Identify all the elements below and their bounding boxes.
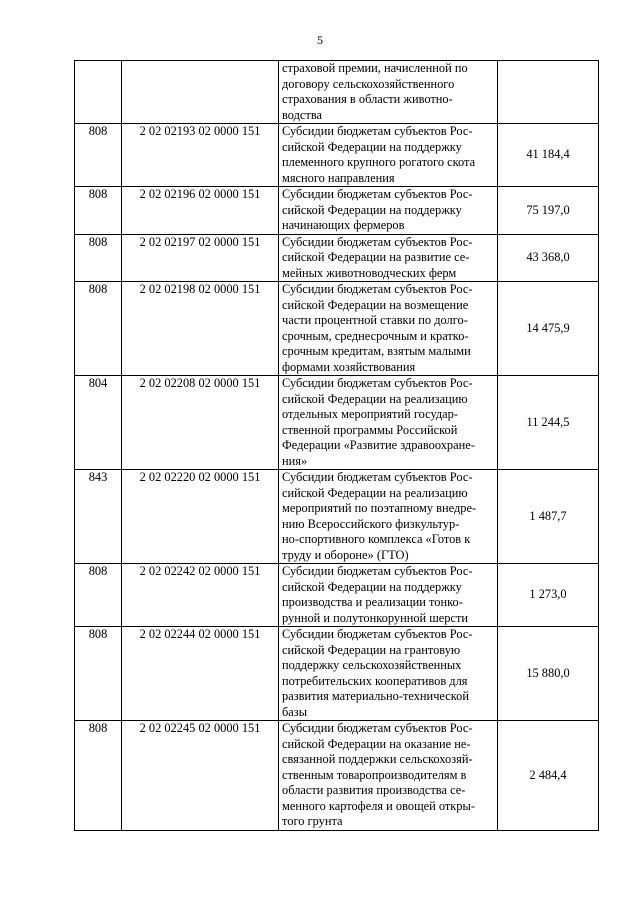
name-line: Субсидии бюджетам субъектов Рос- <box>282 234 473 249</box>
budget-code-cell: 2 02 02208 02 0000 151 <box>122 376 279 470</box>
budget-code-cell: 2 02 02196 02 0000 151 <box>122 187 279 235</box>
revenue-name-cell <box>279 470 498 564</box>
revenue-name-cell <box>279 124 498 187</box>
amount-cell: 2 484,4 <box>498 721 599 831</box>
revenue-name-cell <box>279 564 498 627</box>
revenue-name-cell <box>279 234 498 282</box>
name-line: сийской Федерации на возмещение <box>282 297 469 312</box>
budget-code-cell: 2 02 02197 02 0000 151 <box>122 234 279 282</box>
name-line: Федерации «Развитие здравоохране- <box>282 438 475 452</box>
name-line: Субсидии бюджетам субъектов Рос- <box>282 470 473 484</box>
name-line: племенного крупного рогатого скота <box>282 155 476 169</box>
admin-code-cell: 808 <box>75 234 122 282</box>
admin-code-cell: 808 <box>75 627 122 721</box>
name-line: части процентной ставки по долго- <box>282 313 468 327</box>
revenue-table <box>74 60 599 831</box>
amount-cell: 11 244,5 <box>498 376 599 470</box>
name-line: мясного направления <box>282 170 395 185</box>
name-line: ственным товаропроизводителям в <box>282 767 467 782</box>
admin-code-cell: 808 <box>75 564 122 627</box>
name-line: поддержку сельскохозяйственных <box>282 658 462 672</box>
revenue-name-cell <box>279 187 498 235</box>
revenue-name-cell <box>279 282 498 376</box>
name-line: сийской Федерации на развитие се- <box>282 250 470 264</box>
amount-cell <box>498 61 599 124</box>
name-line: развития материально-технической <box>282 689 469 703</box>
amount-cell: 75 197,0 <box>498 187 599 235</box>
budget-code-cell: 2 02 02220 02 0000 151 <box>122 470 279 564</box>
table-row <box>75 564 599 627</box>
table-row <box>75 187 599 235</box>
budget-code-cell: 2 02 02242 02 0000 151 <box>122 564 279 627</box>
revenue-name-cell <box>279 376 498 470</box>
name-line: отдельных мероприятий государ- <box>282 407 458 421</box>
amount-cell: 1 487,7 <box>498 470 599 564</box>
table-row <box>75 470 599 564</box>
admin-code-cell: 808 <box>75 187 122 235</box>
name-line: Субсидии бюджетам субъектов Рос- <box>282 564 473 578</box>
revenue-name-cell <box>279 61 498 124</box>
name-line: сийской Федерации на реализацию <box>282 391 468 406</box>
name-line: нию Всероссийского физкультур- <box>282 516 460 531</box>
name-line: Субсидии бюджетам субъектов Рос- <box>282 721 473 735</box>
revenue-name-cell <box>279 627 498 721</box>
budget-code-cell: 2 02 02244 02 0000 151 <box>122 627 279 721</box>
table-row <box>75 124 599 187</box>
amount-cell: 15 880,0 <box>498 627 599 721</box>
name-line: но-спортивного комплекса «Готов к <box>282 532 471 546</box>
name-line: труду и обороне» (ГТО) <box>282 547 409 562</box>
table-row <box>75 61 599 124</box>
budget-code-cell: 2 02 02245 02 0000 151 <box>122 721 279 831</box>
table-row <box>75 282 599 376</box>
name-line: рунной и полутонкорунной шерсти <box>282 610 469 625</box>
name-line: формами хозяйствования <box>282 359 416 374</box>
admin-code-cell: 808 <box>75 282 122 376</box>
name-line: сийской Федерации на реализацию <box>282 485 468 500</box>
name-line: мейных животноводческих ферм <box>282 265 457 280</box>
name-line: Субсидии бюджетам субъектов Рос- <box>282 627 473 641</box>
amount-cell: 41 184,4 <box>498 124 599 187</box>
admin-code-cell: 808 <box>75 124 122 187</box>
page-number: 5 <box>317 33 323 47</box>
name-line: менного картофеля и овощей откры- <box>282 798 475 813</box>
name-line: производства и реализации тонко- <box>282 595 463 609</box>
name-line: договору сельскохозяйственного <box>282 76 455 91</box>
amount-cell: 1 273,0 <box>498 564 599 627</box>
name-line: Субсидии бюджетам субъектов Рос- <box>282 124 473 138</box>
admin-code-cell: 808 <box>75 721 122 831</box>
name-line: страхования в области животно- <box>282 92 453 106</box>
name-line: мероприятий по поэтапному внедре- <box>282 501 477 515</box>
revenue-name-cell <box>279 721 498 831</box>
admin-code-cell: 804 <box>75 376 122 470</box>
admin-code-cell <box>75 61 122 124</box>
table-body <box>75 61 599 831</box>
name-line: страховой премии, начисленной по <box>282 61 468 75</box>
name-line: Субсидии бюджетам субъектов Рос- <box>282 187 473 201</box>
name-line: сийской Федерации на поддержку <box>282 139 462 154</box>
name-line: связанной поддержки сельскохозяй- <box>282 752 473 766</box>
name-line: сийской Федерации на грантовую <box>282 642 461 657</box>
table-row <box>75 376 599 470</box>
name-line: водства <box>282 107 323 122</box>
name-line: базы <box>282 704 308 719</box>
name-line: ственной программы Российской <box>282 422 458 437</box>
name-line: того грунта <box>282 814 343 828</box>
name-line: сийской Федерации на поддержку <box>282 202 462 217</box>
name-line: Субсидии бюджетам субъектов Рос- <box>282 282 473 296</box>
name-line: области развития производства се- <box>282 783 466 797</box>
name-line: сийской Федерации на поддержку <box>282 579 462 594</box>
name-line: начинающих фермеров <box>282 218 405 232</box>
name-line: ния» <box>282 453 308 468</box>
amount-cell: 43 368,0 <box>498 234 599 282</box>
table-row <box>75 234 599 282</box>
name-line: потребительских кооперативов для <box>282 673 468 688</box>
budget-code-cell: 2 02 02198 02 0000 151 <box>122 282 279 376</box>
table-row <box>75 721 599 831</box>
name-line: Субсидии бюджетам субъектов Рос- <box>282 376 473 390</box>
budget-code-cell <box>122 61 279 124</box>
name-line: срочным кредитам, взятым малыми <box>282 344 471 358</box>
name-line: срочным, среднесрочным и кратко- <box>282 328 469 343</box>
amount-cell: 14 475,9 <box>498 282 599 376</box>
admin-code-cell: 843 <box>75 470 122 564</box>
budget-code-cell: 2 02 02193 02 0000 151 <box>122 124 279 187</box>
table-row <box>75 627 599 721</box>
name-line: сийской Федерации на оказание не- <box>282 736 471 751</box>
